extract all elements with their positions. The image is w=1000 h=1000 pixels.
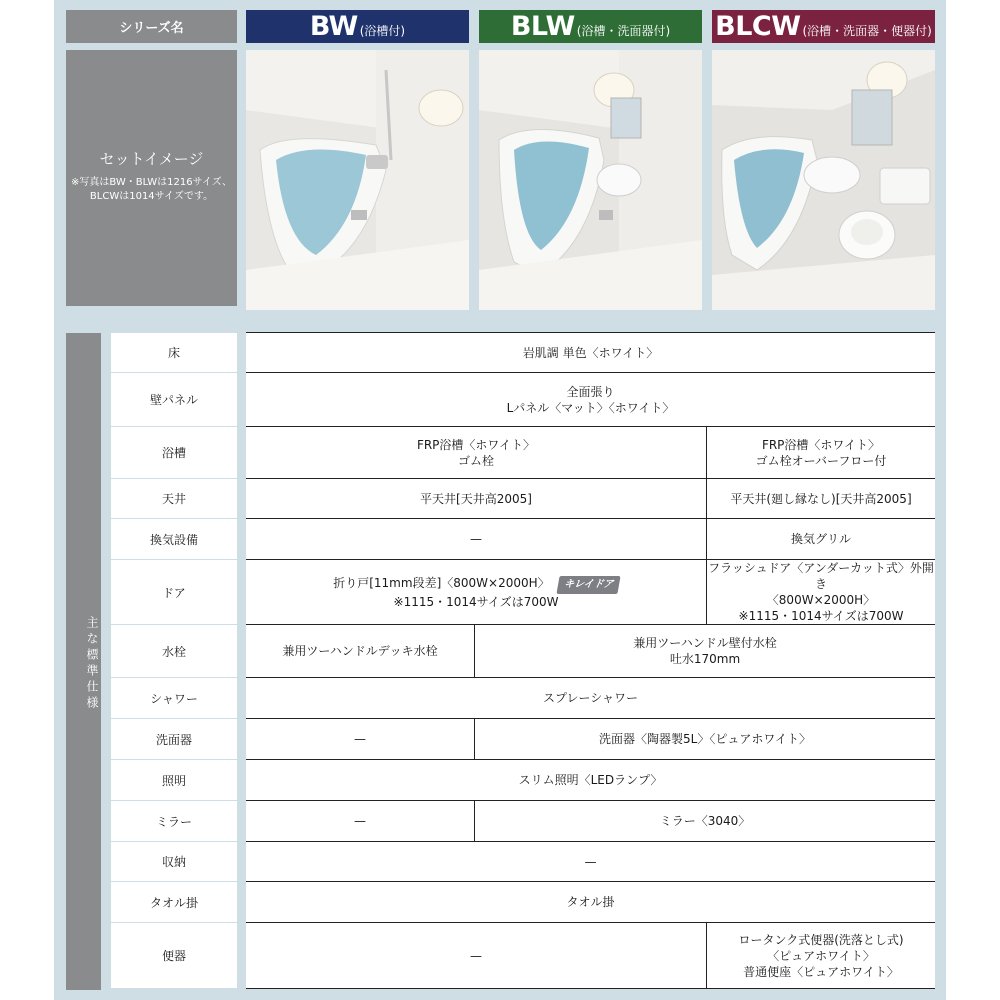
spec-value-basin-left — [246, 719, 474, 759]
toilet-left: — — [470, 948, 482, 963]
spec-label-vent: 換気設備 — [111, 519, 237, 559]
spec-value-faucet-right — [475, 625, 935, 677]
bw-header — [246, 10, 469, 43]
spec-value-wall — [246, 373, 935, 426]
spec-label-wall: 壁パネル — [111, 373, 237, 426]
standard-spec-side-label — [66, 333, 101, 990]
shower-value: スプレーシャワー — [542, 691, 639, 705]
mirror-right: ミラー〈3040〉 — [659, 814, 751, 828]
blcw-set-photo — [712, 50, 935, 310]
blw-subtitle: (浴槽・洗面器付) — [576, 24, 671, 38]
set-image-note-line1: ※写真はBW・BLWは1216サイズ、 — [70, 177, 233, 188]
spec-value-vent-left — [246, 519, 706, 559]
ceiling-left: 平天井[天井高2005] — [420, 491, 532, 506]
series-name-label: シリーズ名 — [119, 21, 184, 36]
spec-value-basin-right — [475, 719, 935, 759]
spec-label-door: ドア — [111, 560, 237, 624]
spec-value-mirror-right — [475, 801, 935, 841]
spec-value-shower — [246, 678, 935, 718]
basin-left: — — [354, 732, 366, 746]
toilet-right-line3: 普通便座〈ピュアホワイト〉 — [743, 964, 899, 979]
spec-value-door-left — [246, 560, 706, 624]
basin-right: 洗面器〈陶器製5L〉〈ピュアホワイト〉 — [599, 732, 811, 746]
kirei-door-badge: キレイドア — [556, 576, 620, 594]
spec-value-door-right — [707, 560, 935, 624]
mirror-left: — — [354, 814, 366, 828]
set-image-note-line2: BLCWは1014サイズです。 — [89, 191, 214, 202]
toilet-right-line2: 〈ピュアホワイト〉 — [767, 948, 875, 963]
bw-subtitle: (浴槽付) — [359, 24, 406, 38]
toilet-right-line1: ロータンク式便器(洗落とし式) — [738, 932, 904, 947]
storage-value: — — [584, 854, 597, 869]
spec-label-ceiling: 天井 — [111, 479, 237, 518]
faucet-right-line2: 吐水170mm — [669, 652, 741, 666]
spec-label-basin: 洗面器 — [111, 719, 237, 759]
spec-value-toilet-left — [246, 923, 706, 988]
tub-left-line1: FRP浴槽〈ホワイト〉 — [416, 437, 536, 452]
blw-name: BLW — [510, 11, 575, 42]
door-left-line2: ※1115・1014サイズは700W — [393, 594, 559, 609]
spec-value-towel — [246, 882, 935, 922]
towel-value: タオル掛 — [566, 895, 615, 909]
light-value: スリム照明〈LEDランプ〉 — [518, 773, 663, 787]
ceiling-right: 平天井(廻し縁なし)[天井高2005] — [730, 491, 912, 506]
bw-set-photo — [246, 50, 469, 310]
door-right-line2: 〈800W×2000H〉 — [766, 593, 876, 607]
set-image-title: セットイメージ — [99, 150, 204, 168]
spec-value-ceiling-right — [707, 479, 935, 518]
tub-left-line2: ゴム栓 — [457, 453, 494, 468]
door-right-line3: ※1115・1014サイズは700W — [738, 609, 904, 623]
spec-label-floor: 床 — [111, 333, 237, 372]
wall-value-line1: 全面張り — [566, 384, 615, 399]
blcw-header — [712, 10, 935, 43]
faucet-right-line1: 兼用ツーハンドル壁付水栓 — [633, 636, 777, 650]
door-left-line1-wrap — [333, 575, 619, 594]
spec-value-tub-left — [246, 427, 706, 478]
vent-left: — — [470, 532, 482, 546]
wall-value-line2: Lパネル〈マット〉〈ホワイト〉 — [506, 400, 675, 415]
spec-value-toilet-right — [707, 923, 935, 988]
spec-label-shower: シャワー — [111, 678, 237, 718]
tub-right-line2: ゴム栓オーバーフロー付 — [755, 453, 887, 468]
bw-name: BW — [309, 11, 358, 42]
spec-value-light — [246, 760, 935, 800]
series-name-header — [66, 10, 237, 43]
spec-value-ceiling-left — [246, 479, 706, 518]
spec-value-storage — [246, 842, 935, 881]
spec-value-faucet-left — [246, 625, 474, 677]
spec-label-tub: 浴槽 — [111, 427, 237, 478]
spec-label-towel: タオル掛 — [111, 882, 237, 922]
spec-label-storage: 収納 — [111, 842, 237, 881]
door-right-line1: フラッシュドア〈アンダーカット式〉外開き — [708, 561, 934, 591]
vent-right: 換気グリル — [790, 532, 851, 546]
set-image-note — [66, 176, 237, 204]
door-left-line1: 折り戸[11mm段差]〈800W×2000H〉 — [333, 575, 550, 590]
spec-label-mirror: ミラー — [111, 801, 237, 841]
blcw-name: BLCW — [715, 11, 801, 42]
set-image-label-box — [66, 50, 237, 306]
blw-header — [479, 10, 702, 43]
standard-spec-label-text: 主な標準仕様 — [85, 616, 99, 712]
spec-label-faucet: 水栓 — [111, 625, 237, 677]
floor-value: 岩肌調 単色〈ホワイト〉 — [522, 345, 659, 360]
spec-value-tub-right — [707, 427, 935, 478]
spec-label-toilet: 便器 — [111, 923, 237, 988]
faucet-left: 兼用ツーハンドルデッキ水栓 — [282, 644, 438, 658]
tub-right-line1: FRP浴槽〈ホワイト〉 — [761, 437, 881, 452]
spec-value-mirror-left — [246, 801, 474, 841]
spec-value-floor — [246, 333, 935, 372]
spec-label-light: 照明 — [111, 760, 237, 800]
spec-value-vent-right — [707, 519, 935, 559]
blcw-subtitle: (浴槽・洗面器・便器付) — [802, 24, 932, 38]
blw-set-photo — [479, 50, 702, 310]
